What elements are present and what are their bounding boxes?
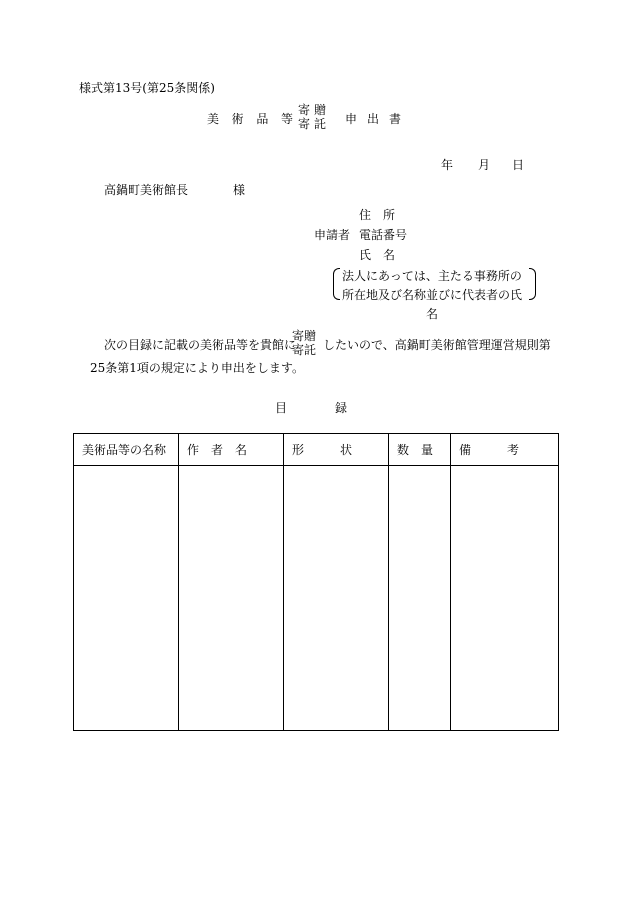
header-item-name: 美術品等の名称 [74,434,179,466]
header-quantity: 数 量 [389,434,451,466]
title-char: 術 [231,112,244,126]
cell-item-name[interactable] [74,466,179,731]
title-char: 等 [280,112,293,126]
table-row [74,466,559,731]
title-left [207,110,293,127]
addressee-honorific: 様 [233,183,246,197]
bracket-left [333,268,340,300]
body-line1-after: したいので、高鍋町美術館管理運営規則第 [323,338,551,352]
phone-label: 電話番号 [359,228,408,242]
form-id: 様式第13号(第25条関係) [79,81,215,95]
list-title: 目 録 [275,401,348,415]
cell-quantity[interactable] [389,466,451,731]
title-option-donation: 寄贈 [298,103,331,117]
date-day: 日 [512,158,525,172]
date-month: 月 [478,158,491,172]
cell-remarks[interactable] [451,466,559,731]
title-char: 申 [345,112,358,126]
applicant-label: 申請者 [314,228,351,242]
title-option-stack [298,103,330,131]
cell-author[interactable] [179,466,284,731]
date-year: 年 [441,158,454,172]
cell-shape[interactable] [284,466,389,731]
inventory-table [73,433,559,731]
name-label: 氏 名 [359,248,396,262]
body-option-deposit: 寄託 [292,343,317,357]
title-char: 書 [388,112,401,126]
corp-note-line2: 所在地及び名称並びに代表者の氏 [342,288,523,302]
title-char: 出 [366,112,379,126]
title-option-deposit: 寄託 [298,117,331,131]
table-header-row [74,434,559,466]
addressee-name: 高鍋町美術館長 [104,183,189,197]
corp-note-line3: 名 [426,307,439,321]
bracket-right [529,268,536,300]
body-option-stack [292,329,316,357]
body-option-donation: 寄贈 [292,329,317,343]
corp-note-line1: 法人にあっては、主たる事務所の [342,269,522,283]
title-char: 品 [256,112,269,126]
title-right [345,110,401,127]
header-author: 作 者 名 [179,434,284,466]
body-line2: 25条第1項の規定により申出をします。 [90,361,304,375]
body-line1-before: 次の目録に記載の美術品等を貴館に [104,338,297,352]
address-label: 住 所 [359,208,396,222]
title-char: 美 [207,112,220,126]
header-remarks: 備 考 [451,434,559,466]
header-shape: 形 状 [284,434,389,466]
